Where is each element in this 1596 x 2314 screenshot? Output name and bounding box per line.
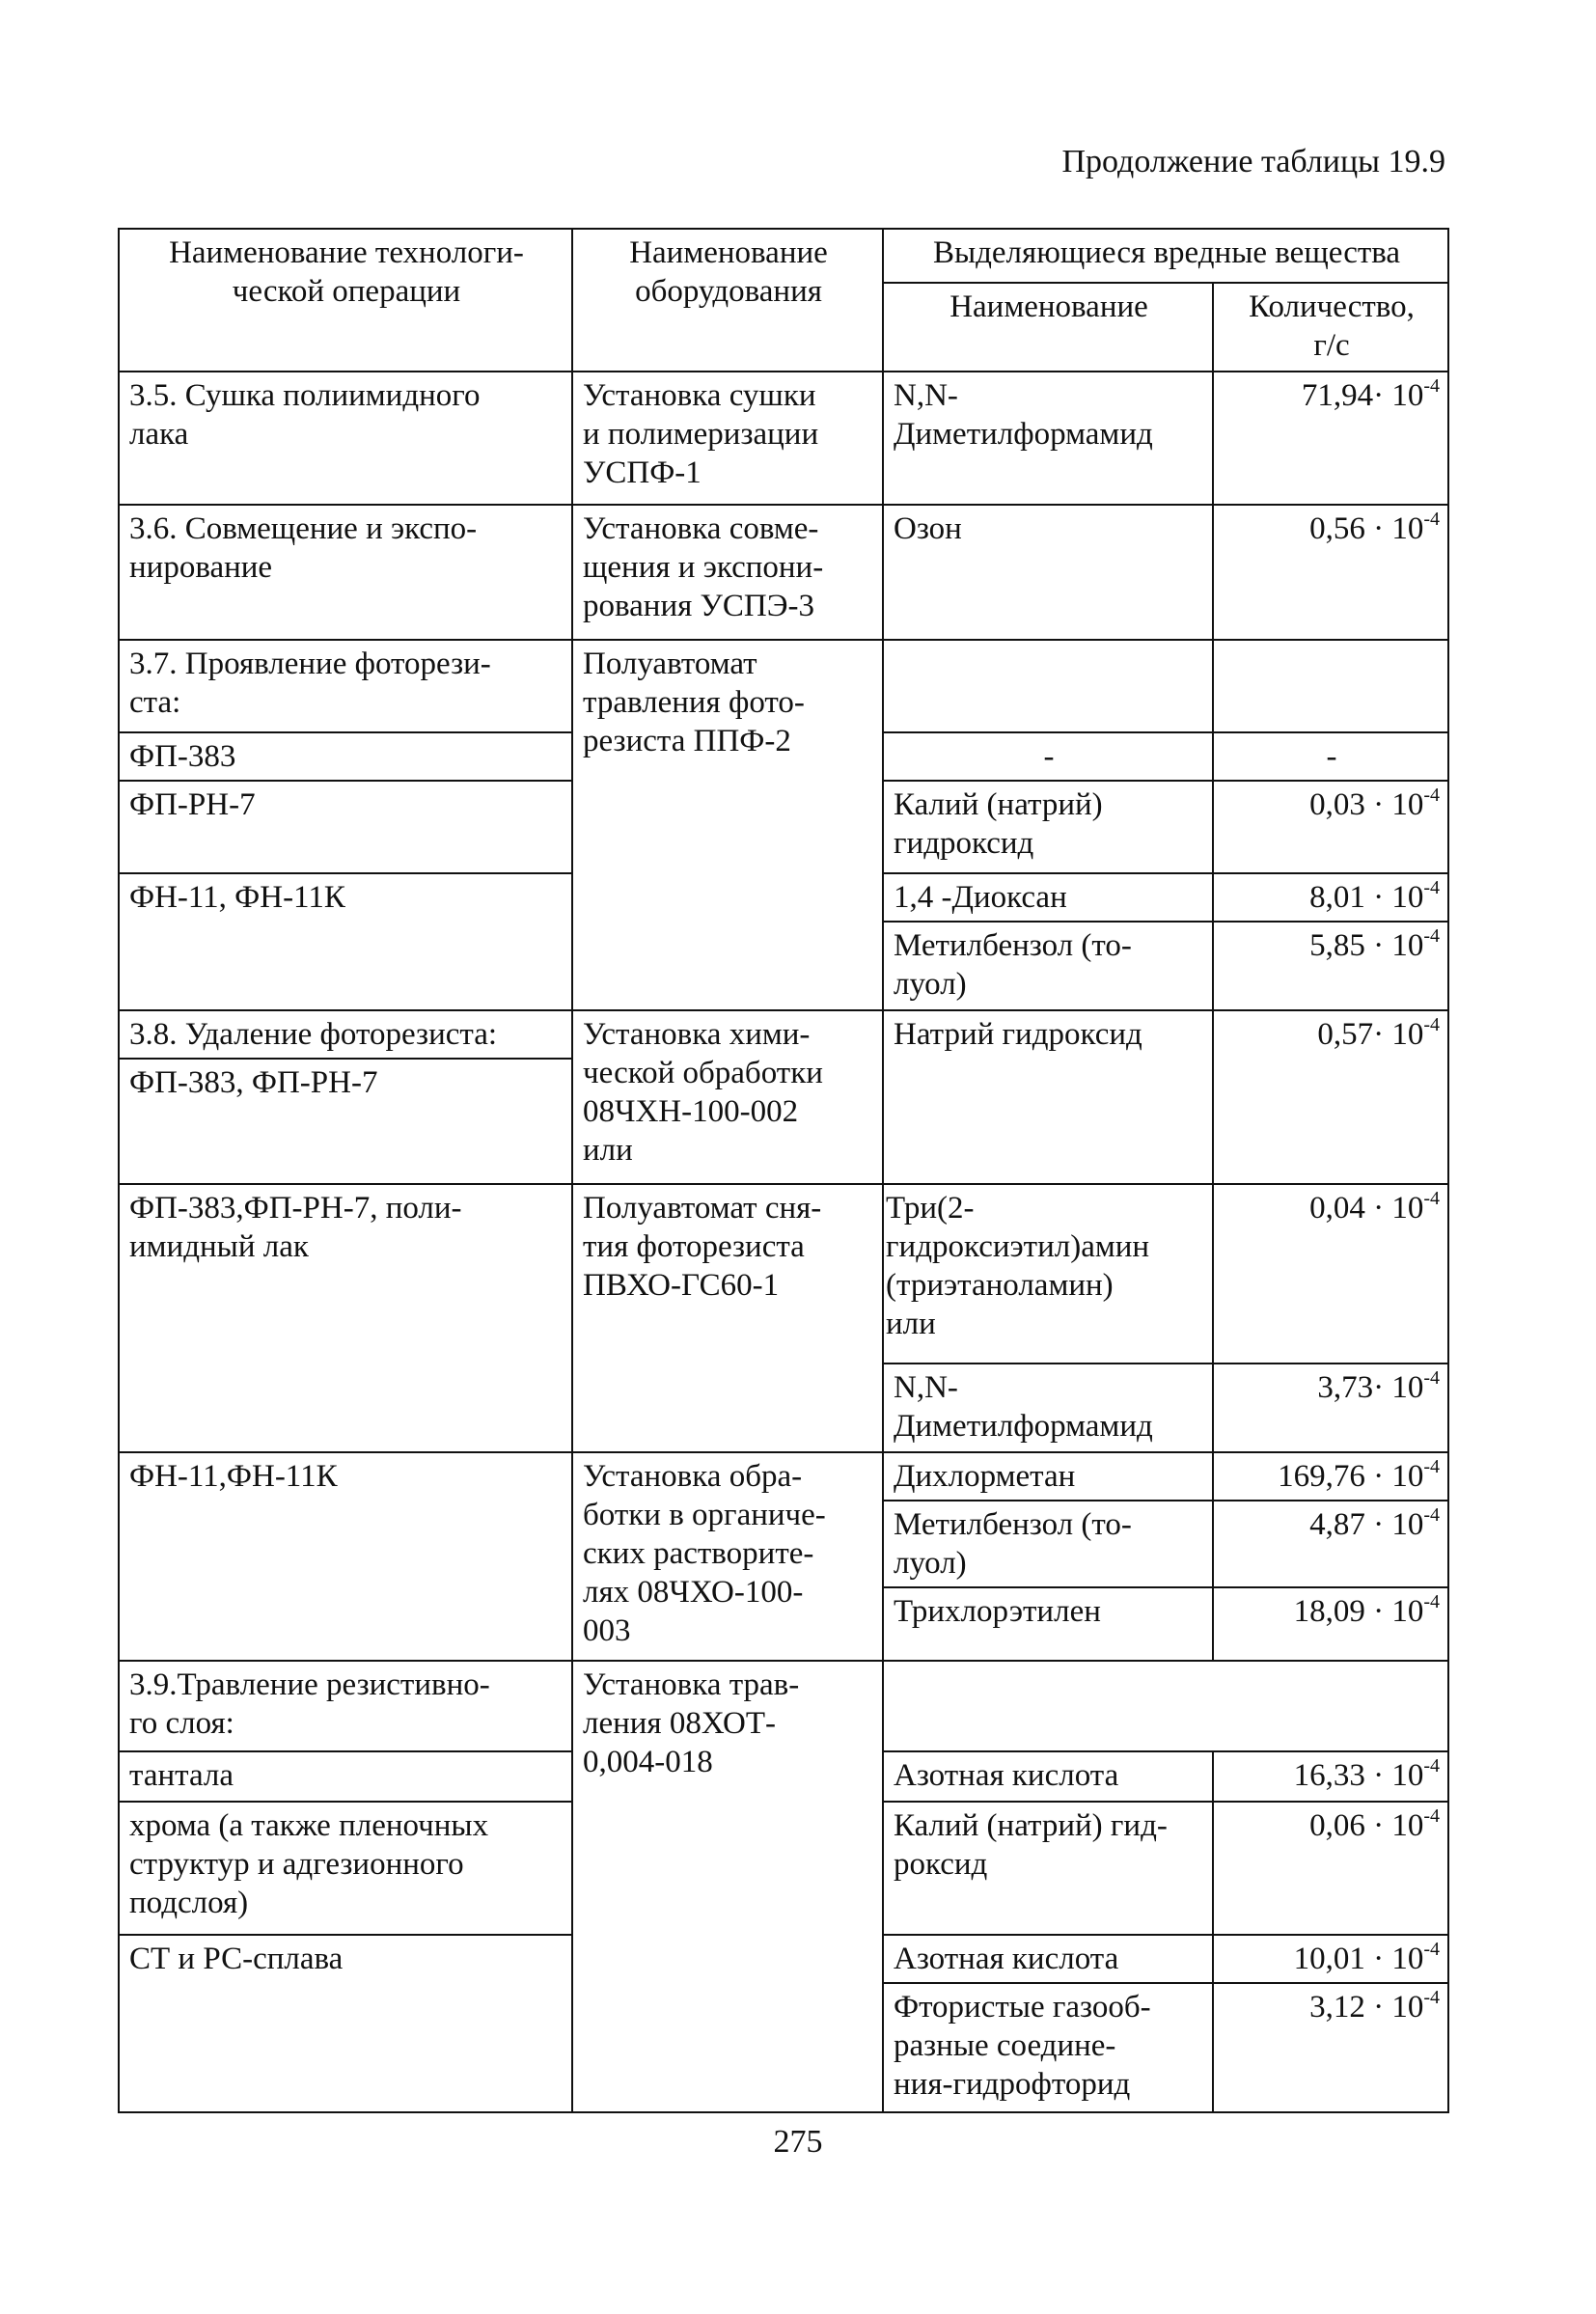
quantity-cell: $0,56 \cdot 10^{-4}$ [1213,505,1448,640]
operation-cell: 3.7. Проявление фоторези- ста: [119,640,572,732]
equipment-cell: Установка обра- ботки в органиче- ских растворите- лях 08ЧХО-100- 003 [572,1452,883,1661]
quantity-cell: $4,87 \cdot 10^{-4}$ [1213,1501,1448,1587]
quantity-cell: $71,94\cdot 10^{-4}$ [1213,372,1448,505]
quantity-cell [1213,640,1448,732]
quantity-cell: - [1213,732,1448,781]
emissions-table [118,228,1449,2113]
operation-cell: ФП-383, ФП-РН-7 [119,1059,572,1184]
table-row [119,372,1448,505]
operation-cell: 3.5. Сушка полиимидного лака [119,372,572,505]
operation-cell: ФП-РН-7 [119,781,572,873]
quantity-cell: $0,57\cdot 10^{-4}$ [1213,1010,1448,1184]
quantity-cell: $5,85 \cdot 10^{-4}$ [1213,922,1448,1010]
operation-cell: ФП-383,ФП-РН-7, поли- имидный лак [119,1184,572,1452]
substance-cell [883,640,1213,732]
operation-cell: ФП-383 [119,732,572,781]
operation-cell: 3.8. Удаление фоторезиста: [119,1010,572,1059]
header-equipment: Наименование оборудования [572,229,883,372]
table-row [119,1452,1448,1501]
quantity-cell: $3,12 \cdot 10^{-4}$ [1213,1983,1448,2112]
header-emissions: Выделяющиеся вредные вещества [883,229,1448,283]
substance-cell: Дихлорметан [883,1452,1213,1501]
substance-cell: Метилбензол (то- луол) [883,922,1213,1010]
substance-cell: 1,4 -Диоксан [883,873,1213,922]
operation-cell: тантала [119,1751,572,1802]
table-row [119,1010,1448,1059]
substance-cell: N,N- Диметилформамид [883,1364,1213,1452]
substance-cell [883,1661,1448,1751]
operation-cell: 3.6. Совмещение и экспо- нирование [119,505,572,640]
substance-cell: Фтористые газооб- разные соедине- ния-гидрофторид [883,1983,1213,2112]
substance-cell: Азотная кислота [883,1935,1213,1983]
operation-cell: ФН-11,ФН-11К [119,1452,572,1661]
operation-cell: СТ и РС-сплава [119,1935,572,2112]
substance-cell: Три(2- гидроксиэтил)амин (триэтаноламин) или [883,1184,1213,1364]
equipment-cell: Полуавтомат травления фото- резиста ППФ-2 [572,640,883,1010]
substance-cell: Калий (натрий) гид- роксид [883,1802,1213,1935]
equipment-cell: Полуавтомат сня- тия фоторезиста ПВХО-ГС60-1 [572,1184,883,1452]
quantity-cell: $18,09 \cdot 10^{-4}$ [1213,1587,1448,1661]
substance-cell: Натрий гидроксид [883,1010,1213,1184]
table-header-row [119,229,1448,283]
quantity-cell: $0,06 \cdot 10^{-4}$ [1213,1802,1448,1935]
quantity-cell: $3,73\cdot 10^{-4}$ [1213,1364,1448,1452]
equipment-cell: Установка совме- щения и экспони- рования УСПЭ-3 [572,505,883,640]
substance-cell: - [883,732,1213,781]
substance-cell: Калий (натрий) гидроксид [883,781,1213,873]
substance-cell: Трихлорэтилен [883,1587,1213,1661]
equipment-cell: Установка хими- ческой обработки 08ЧХН-100-002 или [572,1010,883,1184]
equipment-cell: Установка трав- ления 08ХОТ- 0,004-018 [572,1661,883,2112]
header-operation: Наименование технологи- ческой операции [119,229,572,372]
quantity-cell: $16,33 \cdot 10^{-4}$ [1213,1751,1448,1802]
quantity-cell: $10,01 \cdot 10^{-4}$ [1213,1935,1448,1983]
substance-cell: Азотная кислота [883,1751,1213,1802]
substance-cell: N,N- Диметилформамид [883,372,1213,505]
quantity-cell: $0,03 \cdot 10^{-4}$ [1213,781,1448,873]
substance-cell: Озон [883,505,1213,640]
equipment-cell: Установка сушки и полимеризации УСПФ-1 [572,372,883,505]
page-number: 275 [773,2124,823,2160]
quantity-cell: $8,01 \cdot 10^{-4}$ [1213,873,1448,922]
substance-cell: Метилбензол (то- луол) [883,1501,1213,1587]
header-substance: Наименование [883,283,1213,372]
operation-cell: хрома (а также пленочных структур и адгезионного подслоя) [119,1802,572,1935]
table-row [119,1184,1448,1364]
operation-cell: ФН-11, ФН-11К [119,873,572,1010]
quantity-cell: $0,04 \cdot 10^{-4}$ [1213,1184,1448,1364]
table-row [119,1661,1448,1751]
table-row [119,640,1448,732]
table-caption: Продолжение таблицы 19.9 [1061,144,1445,179]
quantity-cell: $169,76 \cdot 10^{-4}$ [1213,1452,1448,1501]
operation-cell: 3.9.Травление резистивно- го слоя: [119,1661,572,1751]
table-row [119,505,1448,640]
header-quantity: Количество, г/с [1213,283,1448,372]
